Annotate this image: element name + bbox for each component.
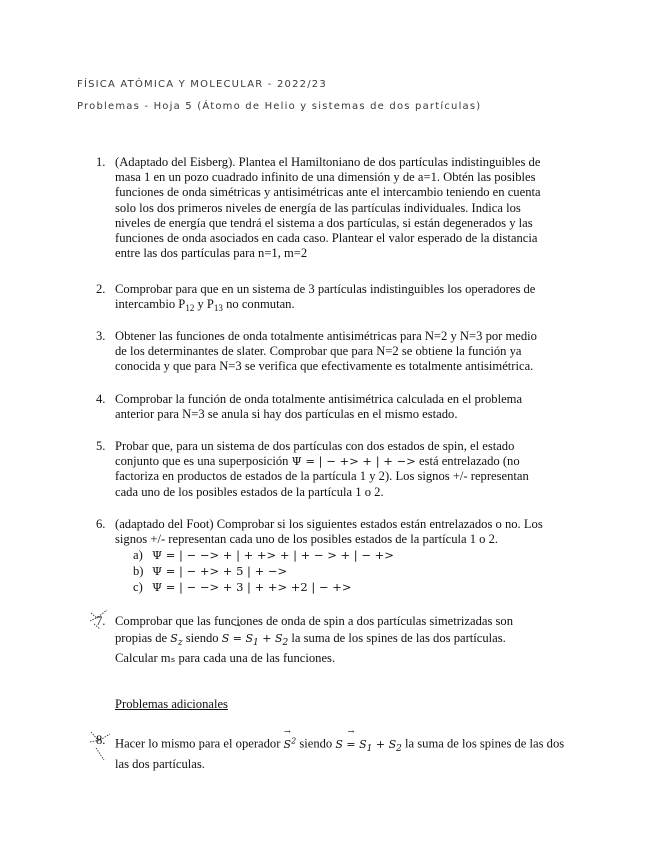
text-line: las dos partículas. xyxy=(115,756,205,771)
problem-text xyxy=(115,155,570,261)
subscript: 2 xyxy=(282,638,289,649)
total-spin-equation xyxy=(221,632,289,649)
sub-item-c xyxy=(133,580,553,596)
text-fragment: Hacer lo mismo para el operador xyxy=(115,736,284,751)
problem-number: 4. xyxy=(96,392,106,406)
handwritten-mark-icon xyxy=(88,608,112,632)
equation-fragment: + S xyxy=(372,737,397,751)
problem-number: 6. xyxy=(96,517,106,531)
problem-number: 8. xyxy=(96,733,106,747)
text-line: anterior para N=3 se anula si hay dos partículas en el mismo estado. xyxy=(115,407,458,422)
text-line: Comprobar que las funciones de onda de spin a dos partículas simetrizadas son xyxy=(115,614,514,628)
sheet-subtitle: Problemas - Hoja 5 (Átomo de Helio y sistemas de dos partículas) xyxy=(77,101,482,112)
problem-text xyxy=(115,439,570,500)
text-line: funciones de onda asociados en cada caso. Plantear el valor esperado de la distancia xyxy=(115,231,538,246)
problem-text xyxy=(115,329,570,375)
text-line xyxy=(115,454,570,469)
text-line: signos +/- representan cada uno de los posibles estados de la partícula 1 o 2. xyxy=(115,532,499,547)
text-line: funciones de onda simétricas y antisimétricas ante el intercambio teniendo en cuenta xyxy=(115,185,541,200)
text-line: Comprobar para que en un sistema de 3 partículas indistinguibles los operadores de xyxy=(115,282,536,296)
text-fragment: conjunto que es una superposición xyxy=(115,454,292,469)
text-line xyxy=(115,733,570,757)
vector-expression xyxy=(335,737,366,752)
problem-number: 1. xyxy=(96,155,106,169)
subscript: 1 xyxy=(366,743,373,754)
problem-number: 3. xyxy=(96,329,106,343)
text-fragment: y xyxy=(194,297,207,312)
operator-symbol: S xyxy=(283,737,292,751)
state-equation: Ψ = | − −> + 3 | + +> +2 | − +> xyxy=(152,580,352,594)
subscript: 12 xyxy=(185,303,195,314)
sub-item-list xyxy=(133,548,553,596)
text-line: factoriza en productos de estados de la partícula 1 y 2). Los signos +/- representan xyxy=(115,469,529,484)
equation-fragment: + S xyxy=(258,632,283,646)
text-line: (Adaptado del Eisberg). Plantea el Hamiltoniano de dos partículas indistinguibles de xyxy=(115,155,541,169)
text-line: entre las dos partículas para n=1, m=2 xyxy=(115,246,308,261)
problem-text xyxy=(115,733,570,772)
text-line: Calcular mₛ para cada una de las funciones. xyxy=(115,651,336,666)
text-fragment: siendo xyxy=(182,631,222,646)
text-line xyxy=(115,297,570,316)
equation-fragment: S = S xyxy=(221,632,254,646)
state-equation: Ψ = | − +> + 5 | + −> xyxy=(152,564,288,578)
subscript: 2 xyxy=(396,743,402,754)
sub-item-a xyxy=(133,548,553,564)
text-fragment: intercambio xyxy=(115,297,179,312)
text-line: masa 1 en un pozo cuadrado infinito de una dimensión y de a=1. Obtén las posibles xyxy=(115,170,536,185)
equation-fragment: S = S xyxy=(335,737,367,751)
subscript: 13 xyxy=(213,303,223,314)
sz-operator xyxy=(170,632,183,649)
text-line: cada uno de los posibles estados de la partícula 1 o 2. xyxy=(115,484,384,499)
problem-number: 2. xyxy=(96,282,106,296)
text-line: conocida y que para N=3 se verifica que efectivamente es totalmente antisimétrica. xyxy=(115,359,534,374)
superposition-equation: Ψ = | − +> + | + −> xyxy=(291,454,416,469)
text-line: solo los dos primeros niveles de energía de las partículas individuales. Indica los xyxy=(115,200,521,215)
sub-item-label: a) xyxy=(133,548,143,562)
problem-text xyxy=(115,282,570,316)
additional-problems-heading: Problemas adicionales xyxy=(115,697,228,711)
problem-number: 5. xyxy=(96,439,106,453)
state-equation: Ψ = | − −> + | + +> + | + − > + | − +> xyxy=(152,548,394,562)
superscript: 2 xyxy=(291,736,297,745)
text-fragment: no conmutan. xyxy=(222,297,295,312)
problem-text xyxy=(115,614,570,667)
problem-text xyxy=(115,392,570,422)
sub-item-label: c) xyxy=(133,580,143,594)
course-title: FÍSICA ATÓMICA Y MOLECULAR - 2022/23 xyxy=(77,79,327,90)
text-line xyxy=(115,631,570,651)
vector-expression xyxy=(222,631,253,646)
s-squared-operator xyxy=(284,738,297,751)
operator-symbol: S xyxy=(170,632,178,646)
text-line: Obtener las funciones de onda totalmente antisimétricas para N=2 y N=3 por medio xyxy=(115,329,537,343)
text-line: niveles de energía que tendrá el sistema a dos partículas, si están degenerados y las xyxy=(115,215,533,230)
problem-text xyxy=(115,517,570,547)
text-line: de los determinantes de slater. Comprobar que para N=2 se obtiene la función ya xyxy=(115,344,522,359)
operator-symbol: P xyxy=(178,297,186,312)
sub-item-b xyxy=(133,564,553,580)
sub-item-label: b) xyxy=(133,564,144,578)
text-fragment: siendo xyxy=(296,736,336,751)
text-line: Comprobar la función de onda totalmente antisimétrica calculada en el problema xyxy=(115,392,523,406)
text-line: (adaptado del Foot) Comprobar si los siguientes estados están entrelazados o no. Los xyxy=(115,517,543,531)
text-fragment: está entrelazado (no xyxy=(415,454,520,469)
problem-number: 7. xyxy=(96,614,106,628)
subscript: 1 xyxy=(253,638,259,649)
text-line: Probar que, para un sistema de dos partículas con dos estados de spin, el estado xyxy=(115,439,515,453)
text-fragment: propias de xyxy=(115,631,171,646)
operator-p13 xyxy=(206,297,223,314)
vector-expression xyxy=(284,737,292,752)
operator-symbol: P xyxy=(206,297,214,312)
subscript: z xyxy=(177,638,183,649)
text-fragment: la suma de los spines de las dos partículas. xyxy=(288,631,506,646)
text-fragment: la suma de los spines de las dos xyxy=(401,736,565,751)
operator-p12 xyxy=(178,297,195,314)
total-spin-equation xyxy=(335,737,402,754)
